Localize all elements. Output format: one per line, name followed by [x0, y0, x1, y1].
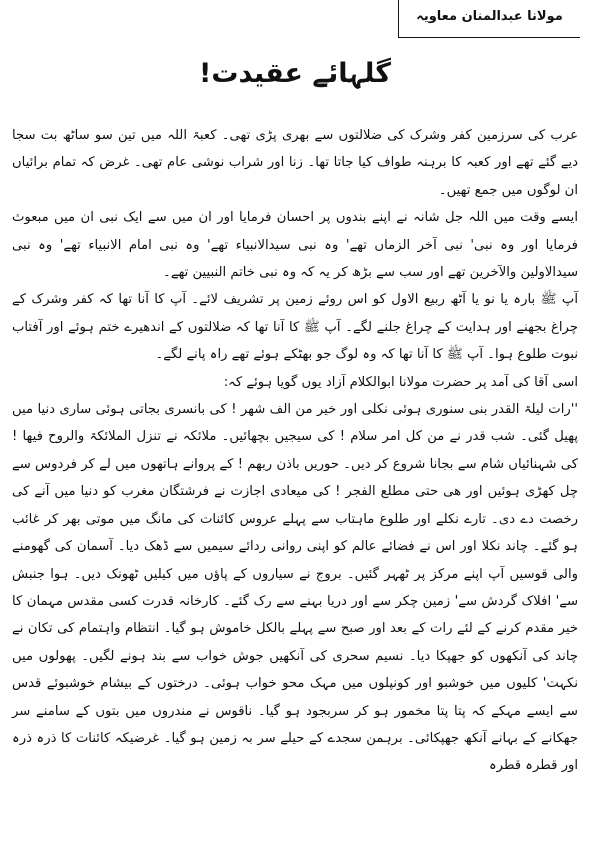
article-body	[12, 122, 578, 780]
paragraph-intro: عرب کی سرزمین کفر وشرک کی ضلالتوں سے بھری پڑی تھی۔ کعبۃ اللہ میں تین سو ساٹھ بت سجا دیے گئے تھے اور کعبہ کا برہنہ طواف کیا جاتا تھا۔ زنا اور شراب نوشی عام تھی۔ غرض کہ تمام برائیاں ان لوگوں میں جمع تھیں۔	[12, 128, 578, 198]
author-byline: مولانا عبدالمنان معاویہ	[398, 0, 580, 38]
article-title: گلہائے عقیدت!	[199, 58, 391, 89]
paragraph-quote-intro: اسی آقا کی آمد پر حضرت مولانا ابوالکلام آزاد یوں گویا ہوئے کہ:	[223, 374, 578, 390]
paragraph-prophethood: ایسے وقت میں اللہ جل شانہ نے اپنے بندوں پر احسان فرمایا اور ان میں سے ایک نبی ان میں مبعوث فرمایا اور وہ نبی' نبی آخر الزماں تھے' وہ نبی سیدالانبیاء تھے' وہ نبی امام الانبیاء تھے' وہ نبی سیدالاولین والآخرین تھے اور سب سے بڑھ کر یہ کہ وہ نبی خاتم النبیین تھے۔	[12, 210, 578, 281]
paragraph-quote: ''رات لیلۃ القدر بنی سنوری ہوئی نکلی اور خیر من الف شھر ! کی بانسری بجاتی ہوئی ساری دنیا میں پھیل گئی۔ شب قدر نے من کل امر سلام ! کی سیجیں بچھائیں۔ ملائکہ نے تنزل الملائکۃ والروح فیھا ! کی شہنائیاں شام سے بجانا شروع کر دیں۔ حوریں باذن ربھم ! کے پروانے ہاتھوں میں لے کر فردوس سے چل کھڑی ہوئیں اور ھی حتی مطلع الفجر ! کی میعادی اجازت نے فرشتگان مغرب کو دنیا میں آنے کی رخصت دے دی۔ تارے نکلے اور طلوع ماہتاب سے پہلے عروس کائنات کی مانگ میں موتی بھر کر غائب ہو گئے۔ چاند نکلا اور اس نے فضائے عالم کو اپنی روانی ردائے سیمیں سے ڈھک دیا۔ آسمان کی گھومنے والی قوسیں آپ اپنے مرکز پر ٹھہر گئیں۔ بروج نے سیاروں کے پاؤں میں کیلیں ٹھونک دیں۔ ہوا جنبش سے' افلاک گردش سے' زمین چکر سے اور دریا بہنے سے رک گئے۔ کارخانہ قدرت کسی مقدس مہمان کا خیر مقدم کرنے کے لئے رات کے بعد اور صبح سے پہلے بالکل خاموش ہو گیا۔ انتظام واہتمام کی تکان نے چاند کی آنکھوں کو جھپکا دیا۔ نسیم سحری کی آنکھیں جوش خواب سے بند ہونے لگیں۔ پھولوں میں نکہت' کلیوں میں خوشبو اور کونپلوں میں مہک محو خواب ہوئی۔ درختوں کے بیشام خوشبوئے قدس سے ایسے مہکے کہ پتا پتا مخمور ہو کر سربجود ہو گیا۔ ناقوس نے مندروں میں بتوں کے سامنے سر جھکانے کے بہانے آنکھ جھپکائی۔ برہمن سجدے کے حیلے سر بہ زمین ہو گیا۔ غرضیکہ کائنات کا ذرہ ذرہ اور قطرہ قطرہ	[12, 402, 578, 774]
paragraph-arrival: آپ ﷺ بارہ یا نو یا آٹھ ربیع الاول کو اس روئے زمین پر تشریف لائے۔ آپ کا آنا تھا کہ کفر وشرک کے چراغ بجھنے اور ہدایت کے چراغ جلنے لگے۔ آپ ﷺ کا آنا تھا کہ ضلالتوں کے اندھیرے ختم ہوئے اور آفتاب نبوت طلوع ہوا۔ آپ ﷺ کا آنا تھا کہ وہ لوگ جو بھٹکے ہوئے تھے راہ پانے لگے۔	[12, 292, 578, 363]
